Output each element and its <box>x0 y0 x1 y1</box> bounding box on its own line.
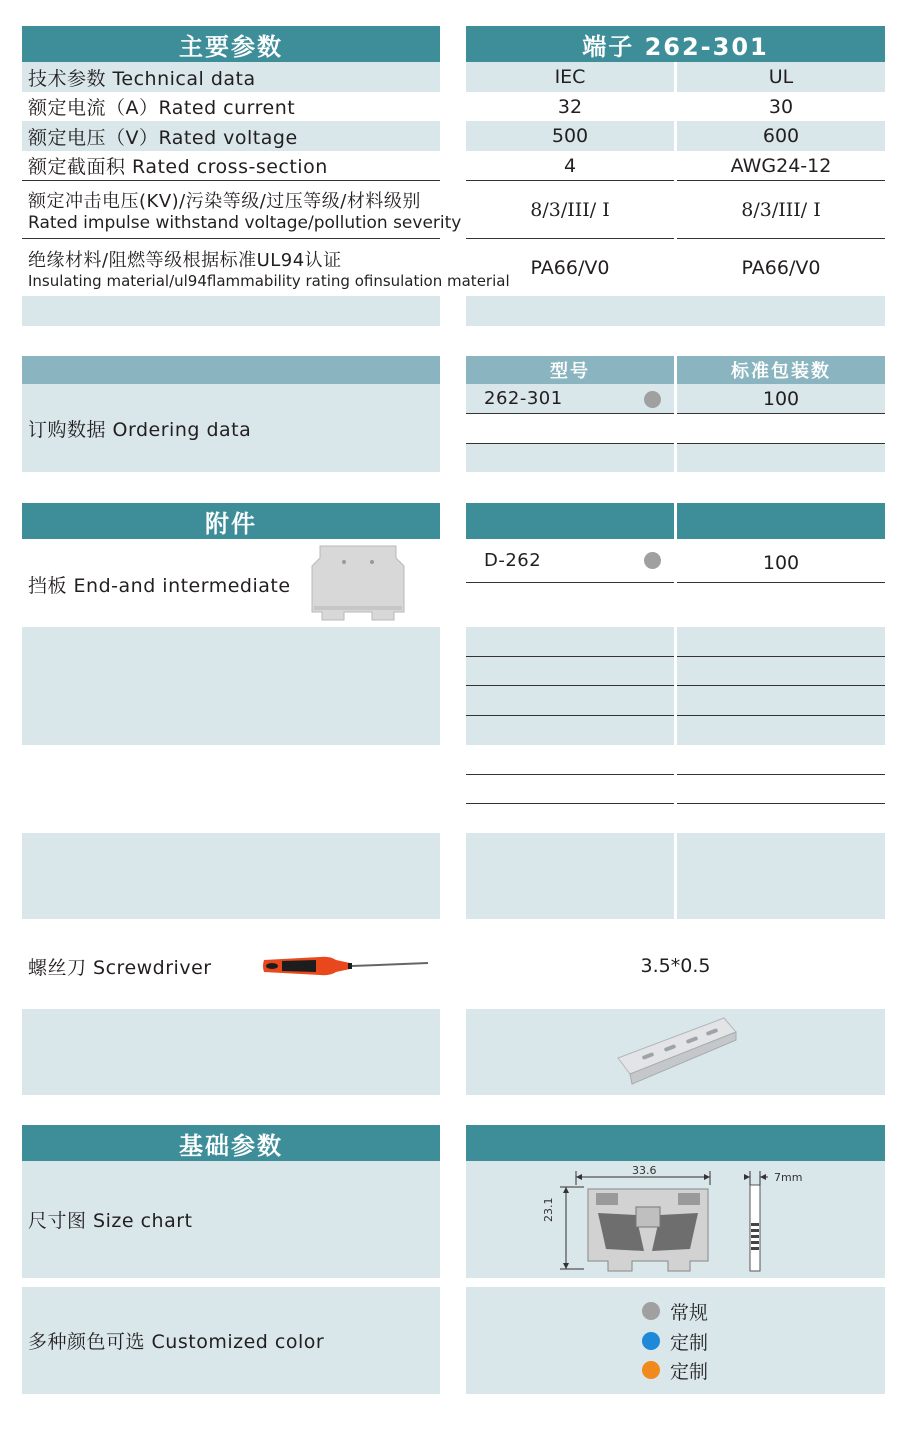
size-chart-label: 尺寸图 Size chart <box>22 1161 440 1278</box>
ul-rated-current: 30 <box>768 95 794 118</box>
ordering-band <box>677 443 885 472</box>
accessories-header-col2 <box>677 503 885 539</box>
rated-voltage-label: 额定电压（V）Rated voltage <box>28 126 298 149</box>
end-plate-model: D-262 <box>484 550 542 571</box>
order-empty-row <box>466 414 674 444</box>
empty-row <box>677 657 885 686</box>
order-pack: 100 <box>677 384 885 414</box>
insulating-material-label <box>22 239 510 296</box>
technical-data-label: 技术参数 Technical data <box>28 67 256 90</box>
insulating-material-label-en: Insulating material/ul94flammability rating ofinsulation material <box>28 271 510 290</box>
screwdriver-image <box>260 950 432 982</box>
empty-band <box>466 833 674 919</box>
insulating-material-label-cn: 绝缘材料/阻燃等级根据标准UL94认证 <box>28 249 342 271</box>
rated-cross-section-label: 额定截面积 Rated cross-section <box>22 151 440 181</box>
basic-params-header-right <box>466 1125 885 1161</box>
row-band <box>466 296 885 326</box>
dim-width-label: 33.6 <box>632 1164 657 1177</box>
dim-depth-label: 7mm <box>774 1171 803 1184</box>
ordering-band <box>466 443 674 472</box>
order-empty-row <box>677 414 885 444</box>
empty-band <box>677 833 885 919</box>
blue-color-name: 定制 <box>670 1332 709 1354</box>
orange-color-name: 定制 <box>670 1361 709 1383</box>
iec-insulating-material: PA66/V0 <box>530 256 610 279</box>
blue-color-dot-icon <box>642 1332 660 1350</box>
color-dot-icon <box>644 391 661 408</box>
empty-row <box>677 627 885 657</box>
empty-row <box>466 686 674 716</box>
orange-color-dot-icon <box>642 1361 660 1379</box>
iec-impulse-voltage: 8/3/III/ I <box>466 181 674 239</box>
iec-header: IEC <box>554 66 586 88</box>
accessories-header: 附件 <box>22 503 440 539</box>
basic-params-header: 基础参数 <box>22 1125 440 1161</box>
empty-row <box>466 657 674 686</box>
din-rail-image <box>612 1014 740 1088</box>
order-model: 262-301 <box>484 388 563 409</box>
ordering-data-label: 订购数据 Ordering data <box>22 384 440 472</box>
iec-cross-section: 4 <box>466 151 674 181</box>
empty-row <box>677 775 885 804</box>
empty-band <box>22 1009 440 1095</box>
impulse-voltage-label-cn: 额定冲击电压(KV)/污染等级/过压等级/材料级别 <box>28 190 421 212</box>
impulse-voltage-label-en: Rated impulse withstand voltage/pollution severity <box>28 212 462 233</box>
standard-color-dot-icon <box>642 1302 660 1320</box>
model-column-header: 型号 <box>466 356 674 384</box>
order-model-cell <box>466 384 674 414</box>
ul-cross-section: AWG24-12 <box>677 151 885 181</box>
dim-height-label: 23.1 <box>542 1197 555 1222</box>
impulse-voltage-label <box>22 181 462 239</box>
ul-header: UL <box>768 66 794 88</box>
row-band <box>22 296 440 326</box>
accessories-header-col1 <box>466 503 674 539</box>
iec-rated-voltage: 500 <box>551 125 589 147</box>
color-dot-icon <box>644 552 661 569</box>
pack-column-header: 标准包装数 <box>677 356 885 384</box>
empty-row <box>677 686 885 716</box>
end-plate-image <box>310 544 406 622</box>
main-params-header: 主要参数 <box>22 26 440 62</box>
ordering-header-bar <box>22 356 440 384</box>
ul-insulating-material: PA66/V0 <box>741 256 821 279</box>
end-plate-pack: 100 <box>677 539 885 583</box>
empty-band <box>22 833 440 919</box>
empty-band <box>22 627 440 745</box>
product-header: 端子 262-301 <box>466 26 885 62</box>
screwdriver-label: 螺丝刀 Screwdriver <box>28 956 212 979</box>
empty-row <box>466 627 674 657</box>
end-plate-model-cell <box>466 539 674 583</box>
screwdriver-size: 3.5*0.5 <box>640 955 711 977</box>
empty-row <box>466 745 674 775</box>
color-label: 多种颜色可选 Customized color <box>22 1287 440 1394</box>
iec-rated-current: 32 <box>557 95 583 118</box>
end-plate-label: 挡板 End-and intermediate <box>28 574 291 597</box>
empty-row <box>466 775 674 804</box>
standard-color-name: 常规 <box>670 1302 709 1324</box>
empty-row <box>677 745 885 775</box>
size-chart-drawing <box>540 1163 810 1275</box>
rated-current-label: 额定电流（A）Rated current <box>28 97 296 119</box>
ul-rated-voltage: 600 <box>762 125 800 147</box>
ul-impulse-voltage: 8/3/III/ I <box>677 181 885 239</box>
